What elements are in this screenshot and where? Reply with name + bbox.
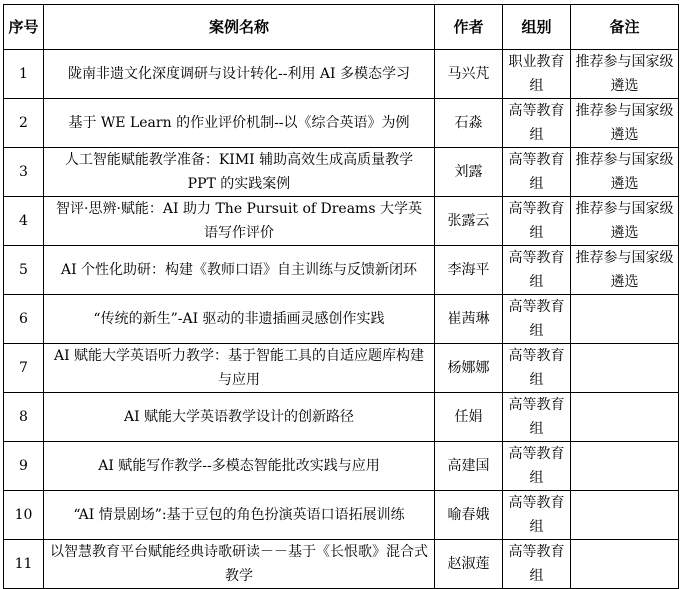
table-row <box>4 344 679 393</box>
cell-group: 高等教育组 <box>503 197 571 246</box>
cell-note <box>571 540 679 589</box>
cell-group: 高等教育组 <box>503 295 571 344</box>
cell-author: 杨娜娜 <box>435 344 503 393</box>
table-row <box>4 50 679 99</box>
cell-name: 以智慧教育平台赋能经典诗歌研读－－基于《长恨歌》混合式教学 <box>44 540 435 589</box>
cell-seq: 7 <box>4 344 44 393</box>
cell-seq: 6 <box>4 295 44 344</box>
cell-seq: 10 <box>4 491 44 540</box>
cell-note <box>571 295 679 344</box>
cell-note <box>571 393 679 442</box>
cell-seq: 5 <box>4 246 44 295</box>
cell-group: 高等教育组 <box>503 393 571 442</box>
table-row <box>4 540 679 589</box>
cell-name: “AI 情景剧场”:基于豆包的角色扮演英语口语拓展训练 <box>44 491 435 540</box>
cell-group: 高等教育组 <box>503 442 571 491</box>
cell-name: 人工智能赋能教学准备：KIMI 辅助高效生成高质量教学 PPT 的实践案例 <box>44 148 435 197</box>
header-seq: 序号 <box>4 5 44 50</box>
table-row <box>4 246 679 295</box>
cell-seq: 8 <box>4 393 44 442</box>
cell-note: 推荐参与国家级遴选 <box>571 50 679 99</box>
cell-author: 崔茜琳 <box>435 295 503 344</box>
header-note: 备注 <box>571 5 679 50</box>
cell-name: 基于 WE Learn 的作业评价机制--以《综合英语》为例 <box>44 99 435 148</box>
cell-seq: 11 <box>4 540 44 589</box>
cell-author: 石淼 <box>435 99 503 148</box>
table-row <box>4 148 679 197</box>
cell-group: 高等教育组 <box>503 540 571 589</box>
table-row <box>4 442 679 491</box>
case-table <box>3 4 679 589</box>
cell-author: 李海平 <box>435 246 503 295</box>
cell-note: 推荐参与国家级遴选 <box>571 246 679 295</box>
cell-seq: 9 <box>4 442 44 491</box>
cell-note: 推荐参与国家级遴选 <box>571 148 679 197</box>
cell-group: 职业教育组 <box>503 50 571 99</box>
cell-group: 高等教育组 <box>503 344 571 393</box>
cell-name: 智评·思辨·赋能：AI 助力 The Pursuit of Dreams 大学英语写作评价 <box>44 197 435 246</box>
table-row <box>4 295 679 344</box>
cell-seq: 3 <box>4 148 44 197</box>
cell-seq: 4 <box>4 197 44 246</box>
cell-note <box>571 442 679 491</box>
cell-seq: 1 <box>4 50 44 99</box>
cell-author: 张露云 <box>435 197 503 246</box>
cell-name: AI 赋能大学英语教学设计的创新路径 <box>44 393 435 442</box>
cell-name: 陇南非遗文化深度调研与设计转化--利用 AI 多模态学习 <box>44 50 435 99</box>
cell-author: 任娟 <box>435 393 503 442</box>
header-row <box>4 5 679 50</box>
table-row <box>4 197 679 246</box>
cell-author: 高建国 <box>435 442 503 491</box>
header-author: 作者 <box>435 5 503 50</box>
cell-author: 赵淑莲 <box>435 540 503 589</box>
cell-name: “传统的新生”-AI 驱动的非遗插画灵感创作实践 <box>44 295 435 344</box>
cell-note <box>571 344 679 393</box>
table-row <box>4 393 679 442</box>
cell-note: 推荐参与国家级遴选 <box>571 197 679 246</box>
cell-name: AI 赋能写作教学--多模态智能批改实践与应用 <box>44 442 435 491</box>
cell-author: 喻春娥 <box>435 491 503 540</box>
cell-seq: 2 <box>4 99 44 148</box>
header-group: 组别 <box>503 5 571 50</box>
cell-group: 高等教育组 <box>503 99 571 148</box>
cell-group: 高等教育组 <box>503 148 571 197</box>
table-row <box>4 491 679 540</box>
header-name: 案例名称 <box>44 5 435 50</box>
cell-group: 高等教育组 <box>503 246 571 295</box>
cell-name: AI 赋能大学英语听力教学：基于智能工具的自适应题库构建与应用 <box>44 344 435 393</box>
cell-name: AI 个性化助研：构建《教师口语》自主训练与反馈新闭环 <box>44 246 435 295</box>
cell-author: 刘露 <box>435 148 503 197</box>
cell-group: 高等教育组 <box>503 491 571 540</box>
table-row <box>4 99 679 148</box>
cell-note <box>571 491 679 540</box>
cell-note: 推荐参与国家级遴选 <box>571 99 679 148</box>
cell-author: 马兴芃 <box>435 50 503 99</box>
